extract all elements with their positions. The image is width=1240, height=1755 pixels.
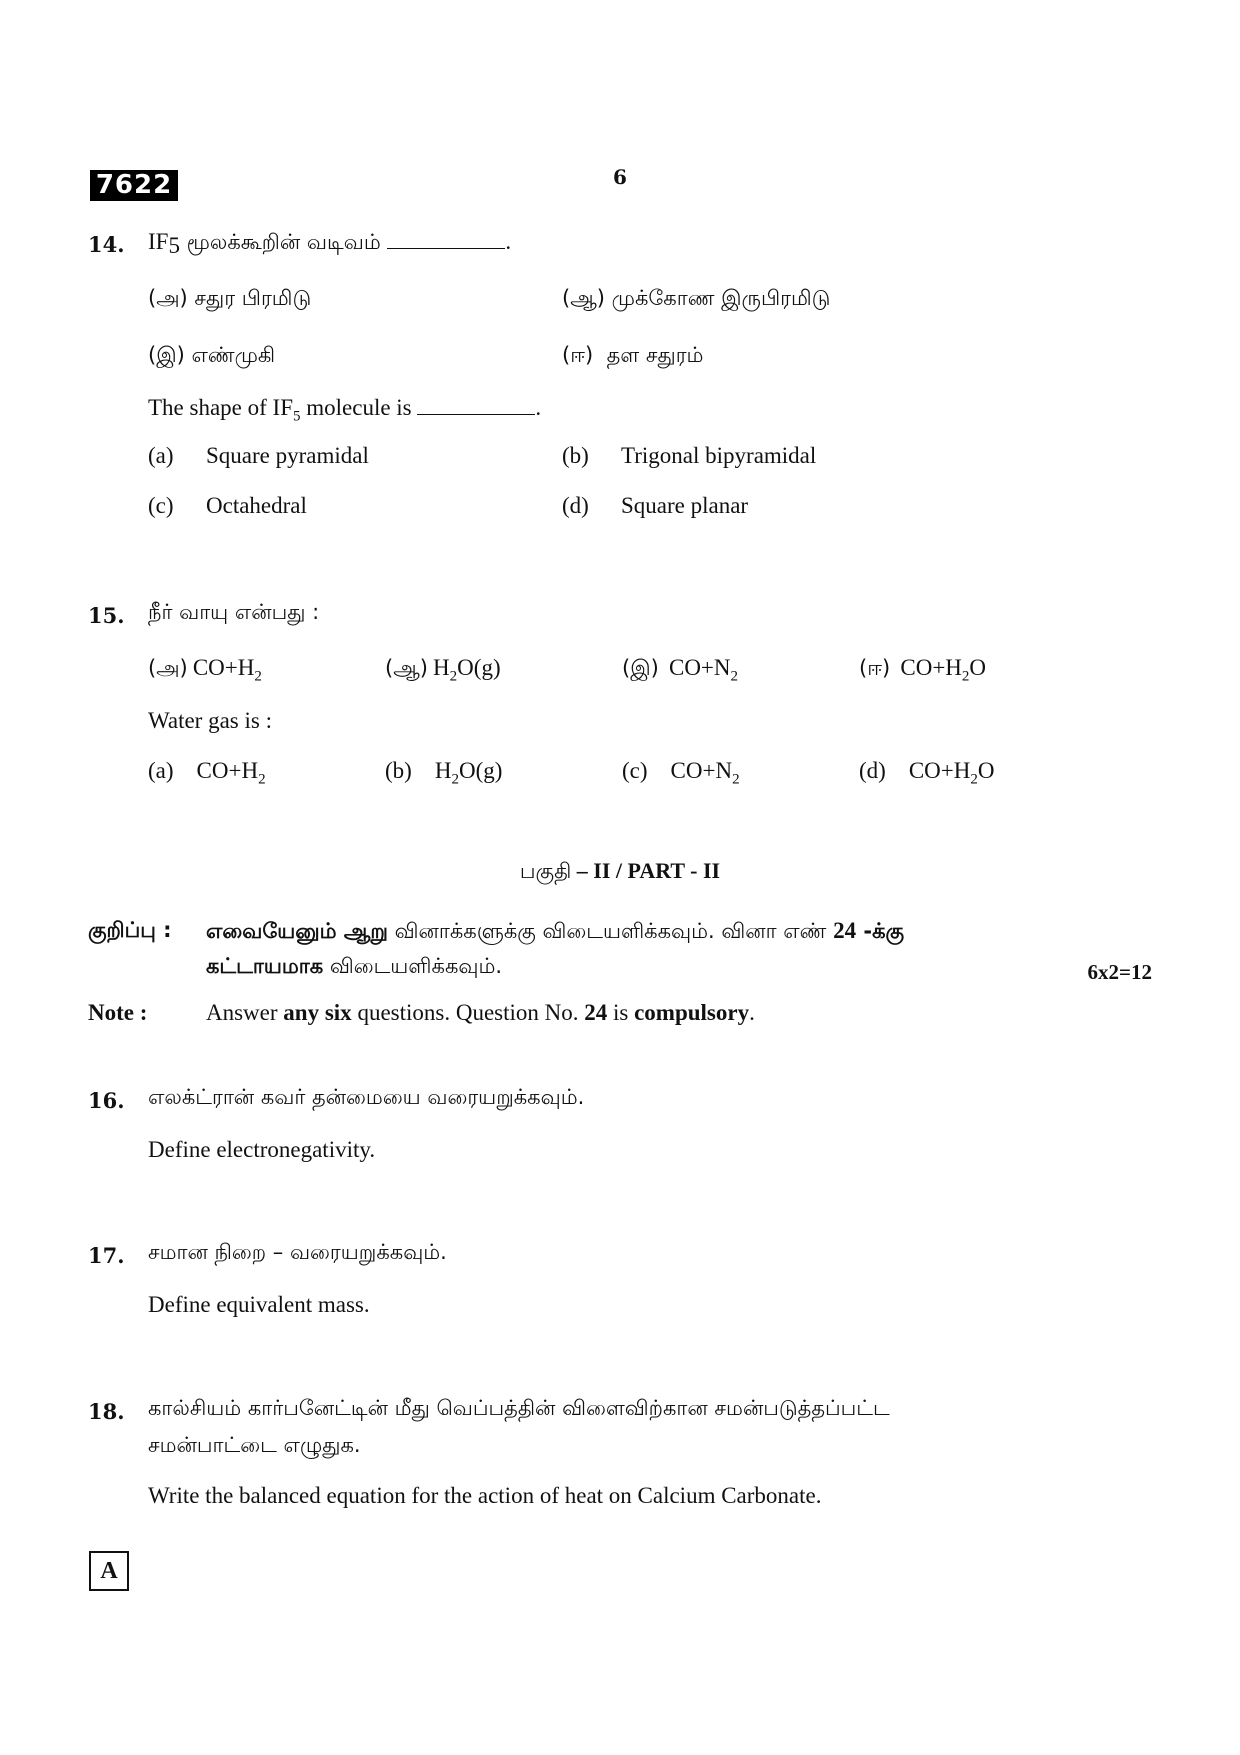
question-number-15: 15. bbox=[88, 603, 125, 628]
answer-blank bbox=[387, 228, 505, 249]
note-english-text: Answer any six questions. Question No. 24 is compulsory. bbox=[206, 1000, 755, 1025]
note-english-label: Note : bbox=[88, 1000, 148, 1025]
q17-tamil: சமான நிறை – வரையறுக்கவும். bbox=[148, 1240, 447, 1264]
page-number: 6 bbox=[613, 165, 627, 189]
q15-tamil-option-a: (அ) $CO+H_2$ bbox=[148, 655, 262, 685]
q14-tamil-option-a: (அ) சதுர பிரமிடு bbox=[148, 286, 312, 310]
q15-tamil-option-d: (ஈ) $CO+H_2O$ bbox=[859, 655, 987, 685]
paper-version-box: A bbox=[89, 1551, 129, 1591]
question-number-18: 18. bbox=[88, 1399, 125, 1424]
q14-english-option-d: (d) bbox=[562, 493, 589, 518]
q17-english: Define equivalent mass. bbox=[148, 1292, 370, 1317]
question-number-14: 14. bbox=[88, 232, 125, 257]
part-heading: பகுதி – II / PART - II bbox=[519, 858, 721, 883]
q15-english-option-d: (d) $CO+H_2O$ bbox=[859, 758, 995, 788]
q14-english-question: The shape of $IF_5$ molecule is . bbox=[148, 395, 542, 425]
q14-tamil-option-b: (ஆ) முக்கோண இருபிரமிடு bbox=[562, 286, 831, 310]
note-tamil-label: குறிப்பு : bbox=[88, 918, 172, 942]
q15-english-option-a: (a) $CO+H_2$ bbox=[148, 758, 266, 788]
note-tamil-line1: எவையேனும் ஆறு வினாக்களுக்கு விடையளிக்கவும். வினா எண் 24 -க்கு bbox=[206, 918, 905, 943]
q18-tamil-line1: கால்சியம் கார்பனேட்டின் மீது வெப்பத்தின் விளைவிற்கான சமன்படுத்தப்பட்ட bbox=[148, 1396, 890, 1420]
q14-english-option-c: (c) bbox=[148, 493, 174, 518]
q14-english-option-c-text: Octahedral bbox=[206, 493, 307, 518]
q15-tamil-option-b: (ஆ) $H_2O(g)$ bbox=[385, 655, 501, 685]
q15-english-question: Water gas is : bbox=[148, 708, 272, 733]
q16-english: Define electronegativity. bbox=[148, 1137, 376, 1162]
q14-tamil-option-c: (இ) எண்முகி bbox=[148, 343, 276, 367]
q15-english-option-b: (b) $H_2O(g)$ bbox=[385, 758, 503, 788]
q16-tamil: எலக்ட்ரான் கவர் தன்மையை வரையறுக்கவும். bbox=[148, 1085, 585, 1109]
marks-allocation: 6x2=12 bbox=[1087, 960, 1152, 984]
note-tamil-line2: கட்டாயமாக விடையளிக்கவும். bbox=[206, 954, 503, 978]
question-number-16: 16. bbox=[88, 1088, 125, 1113]
q15-english-option-c: (c) $CO+N_2$ bbox=[622, 758, 740, 788]
q18-tamil-line2: சமன்பாட்டை எழுதுக. bbox=[148, 1433, 361, 1457]
q14-english-option-b-text: Trigonal bipyramidal bbox=[621, 443, 817, 468]
question-number-17: 17. bbox=[88, 1243, 125, 1268]
q14-english-option-b: (b) bbox=[562, 443, 589, 468]
question-paper-code: 7622 bbox=[90, 170, 178, 201]
q14-tamil-question: $IF_5$ மூலக்கூறின் வடிவம் . bbox=[148, 229, 512, 259]
q15-tamil-question: நீர் வாயு என்பது : bbox=[148, 600, 320, 624]
q14-english-option-a: (a) bbox=[148, 443, 174, 468]
q18-english: Write the balanced equation for the action of heat on Calcium Carbonate. bbox=[148, 1483, 822, 1508]
q14-tamil-option-d: (ஈ) தள சதுரம் bbox=[562, 343, 704, 367]
q15-tamil-option-c: (இ) $CO+N_2$ bbox=[622, 655, 739, 685]
q14-english-option-a-text: Square pyramidal bbox=[206, 443, 369, 468]
q14-english-option-d-text: Square planar bbox=[621, 493, 749, 518]
answer-blank bbox=[417, 394, 535, 415]
